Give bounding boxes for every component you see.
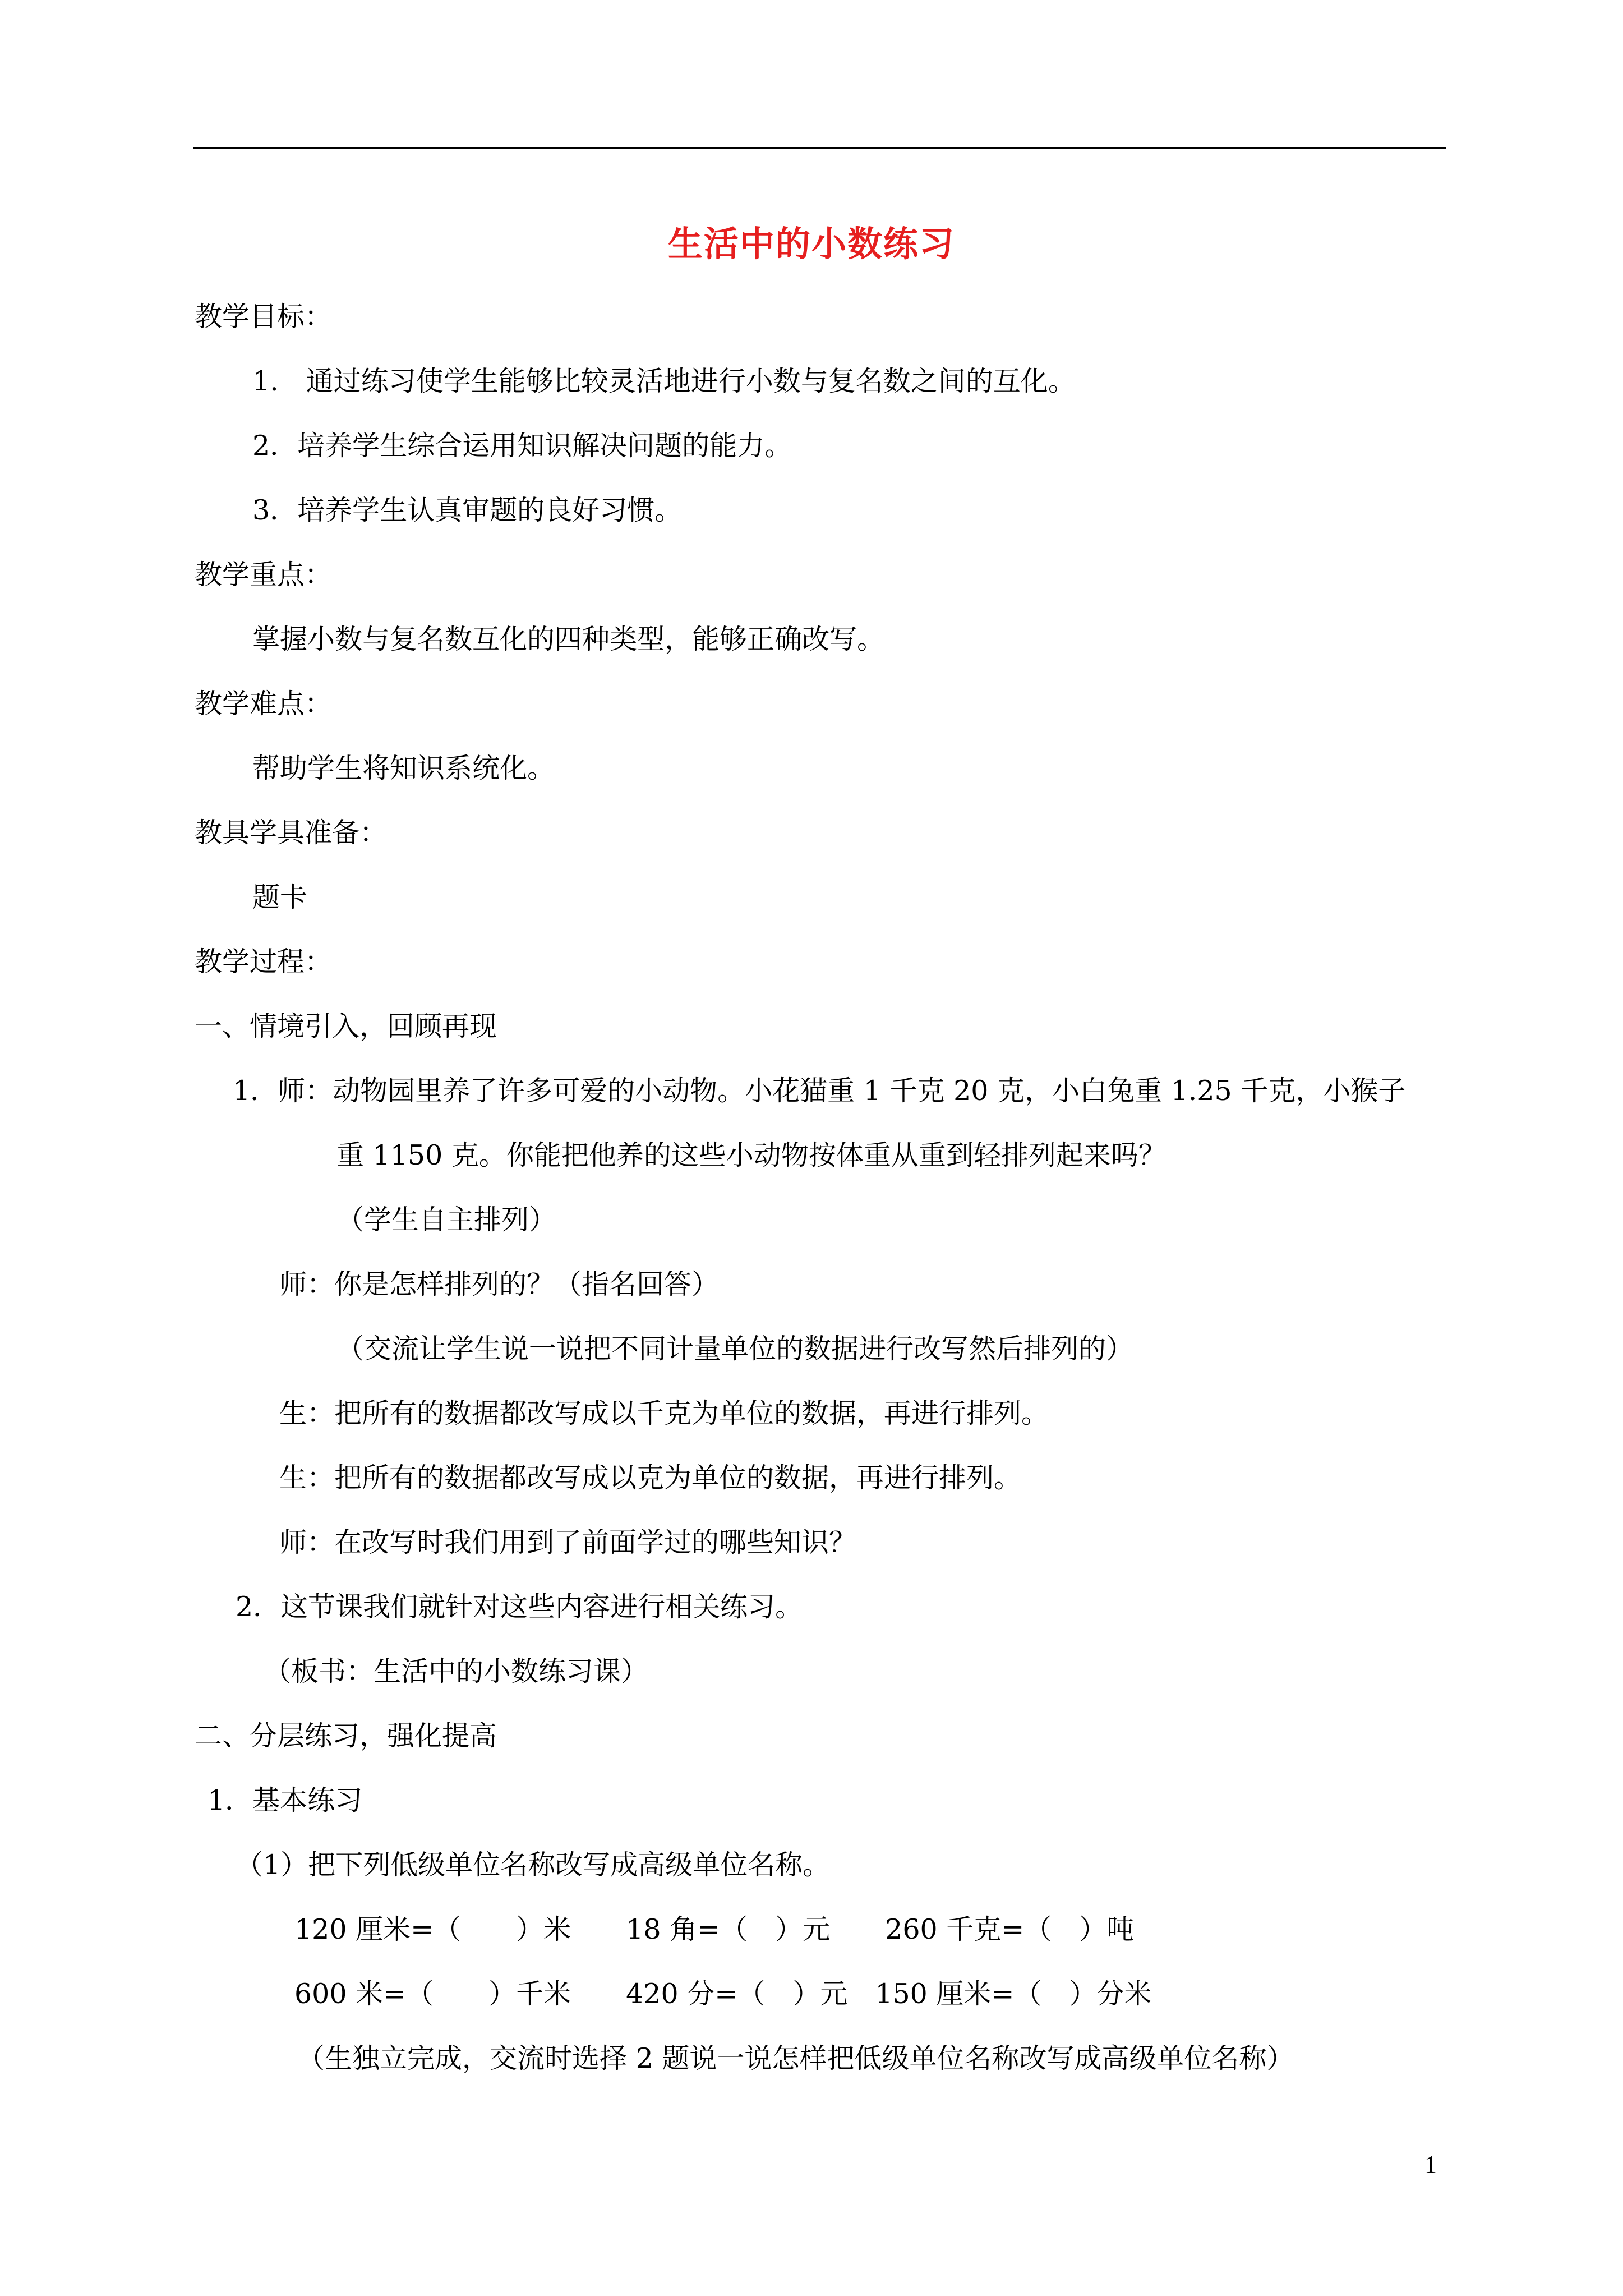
teacher-line-1b: 重 1150 克。你能把他养的这些小动物按体重从重到轻排列起来吗？ xyxy=(336,1139,1166,1171)
section-1-heading: 一、情境引入，回顾再现 xyxy=(195,1010,497,1042)
exercise-1-instruction: （1）把下列低级单位名称改写成高级单位名称。 xyxy=(236,1849,831,1881)
section-2-heading: 二、分层练习，强化提高 xyxy=(195,1720,497,1752)
objective-1: 1. 通过练习使学生能够比较灵活地进行小数与复名数之间的互化。 xyxy=(252,365,1076,397)
teacher-line-1a: 1．师：动物园里养了许多可爱的小动物。小花猫重 1 千克 20 克，小白兔重 1.25 千克，小猴子 xyxy=(233,1075,1406,1107)
basic-practice-heading: 1．基本练习 xyxy=(208,1784,363,1816)
heading-objectives: 教学目标： xyxy=(195,301,333,333)
student-answer-2: 生：把所有的数据都改写成以克为单位的数据，再进行排列。 xyxy=(279,1462,1022,1494)
exercise-note: （生独立完成，交流时选择 2 题说一说怎样把低级单位名称改写成高级单位名称） xyxy=(297,2042,1294,2074)
heading-process: 教学过程： xyxy=(195,946,333,978)
teacher-question-2: 师：在改写时我们用到了前面学过的哪些知识？ xyxy=(279,1526,857,1558)
objective-2: 2．培养学生综合运用知识解决问题的能力。 xyxy=(252,430,792,462)
student-answer-1: 生：把所有的数据都改写成以千克为单位的数据，再进行排列。 xyxy=(279,1397,1049,1429)
heading-key-points: 教学重点： xyxy=(195,559,333,591)
intro-item-2: 2．这节课我们就针对这些内容进行相关练习。 xyxy=(236,1591,803,1623)
materials-text: 题卡 xyxy=(252,881,308,913)
exercise-row-1: 120 厘米=（ ）米 18 角=（ ）元 260 千克=（ ）吨 xyxy=(294,1913,1135,1945)
heading-materials: 教具学具准备： xyxy=(195,817,388,849)
difficulty-text: 帮助学生将知识系统化。 xyxy=(252,752,555,784)
key-point-text: 掌握小数与复名数互化的四种类型，能够正确改写。 xyxy=(252,623,885,655)
exchange-note: （交流让学生说一说把不同计量单位的数据进行改写然后排列的） xyxy=(336,1333,1134,1365)
objective-3: 3．培养学生认真审题的良好习惯。 xyxy=(252,494,683,526)
exercise-row-2: 600 米=（ ）千米 420 分=（ ）元 150 厘米=（ ）分米 xyxy=(294,1978,1152,2010)
page-number: 1 xyxy=(1424,2151,1437,2178)
document-title: 生活中的小数练习 xyxy=(667,223,955,264)
header-rule xyxy=(193,147,1446,149)
student-arrange-note: （学生自主排列） xyxy=(336,1204,557,1236)
teacher-question: 师：你是怎样排列的？（指名回答） xyxy=(279,1268,720,1300)
heading-difficulties: 教学难点： xyxy=(195,688,333,720)
board-note: （板书：生活中的小数练习课） xyxy=(264,1655,649,1687)
